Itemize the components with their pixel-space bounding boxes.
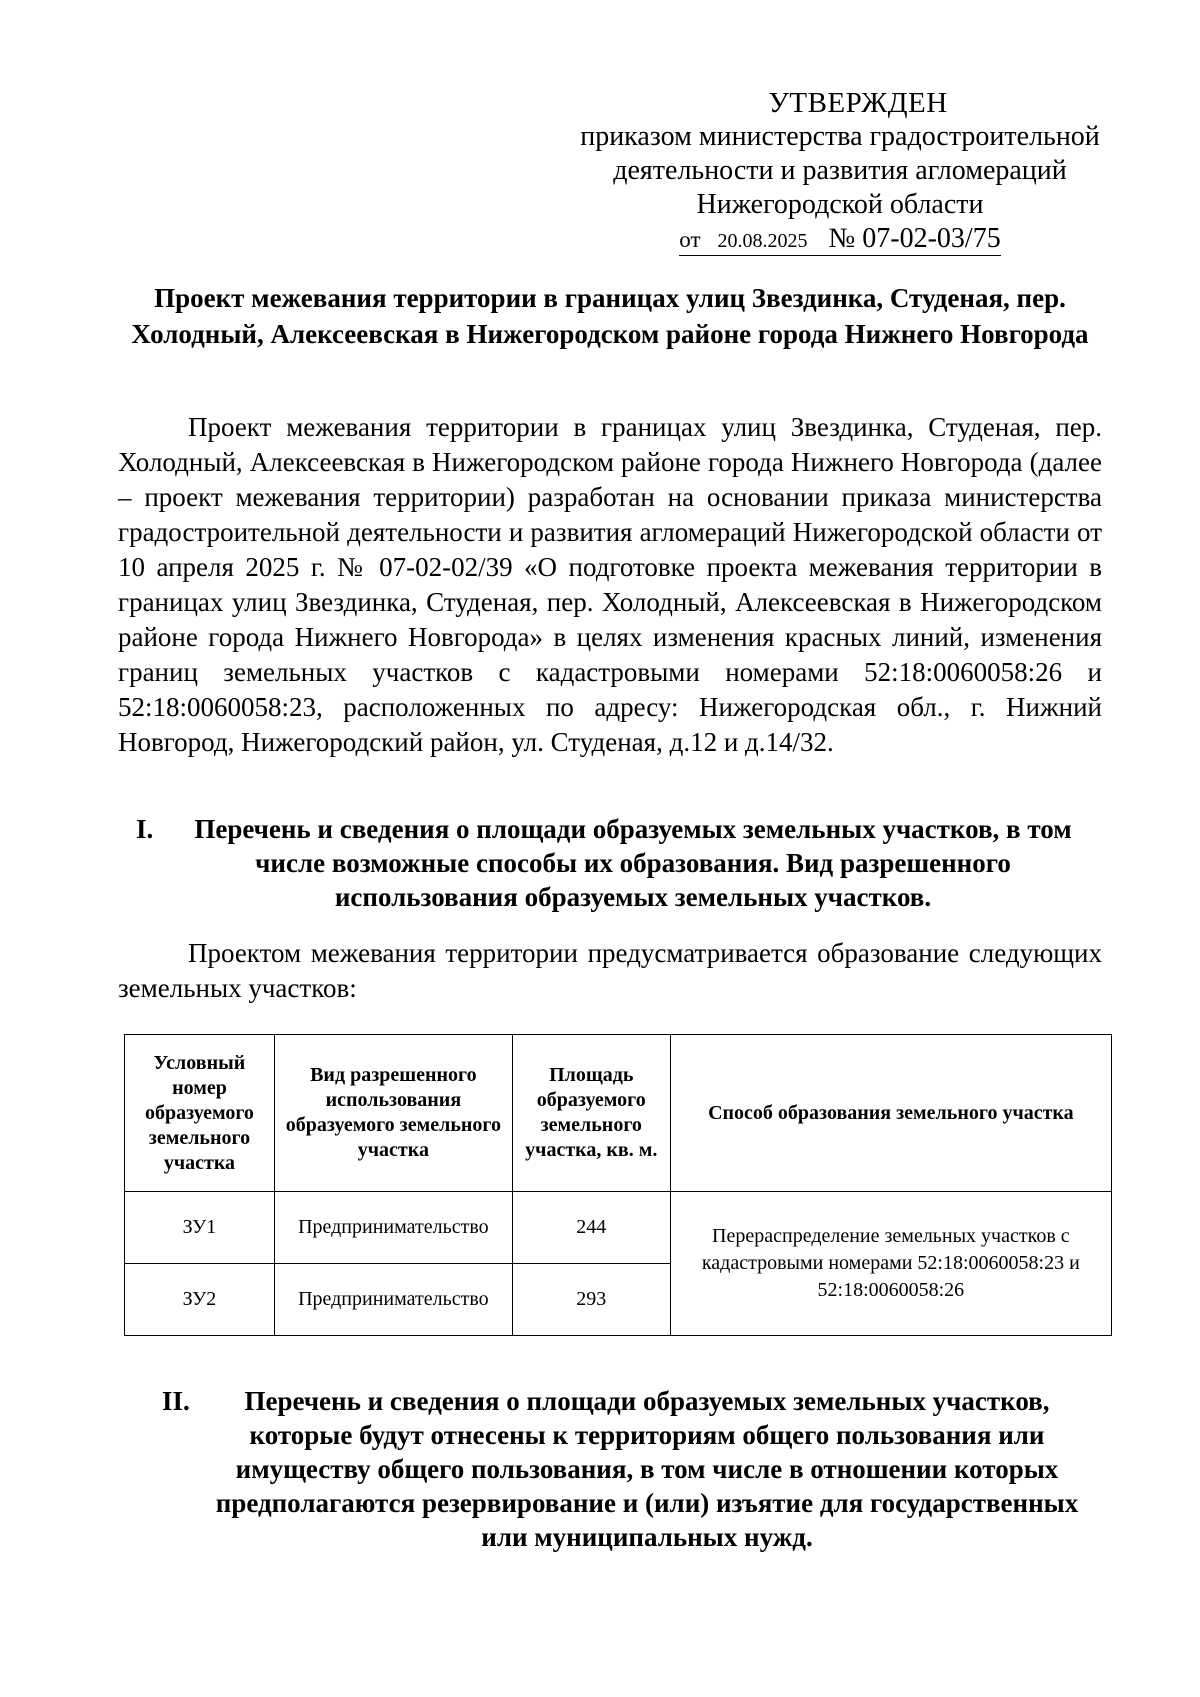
plot-id-cell: ЗУ2 xyxy=(125,1264,275,1336)
intro-paragraph: Проект межевания территории в границах улиц Звездинка, Студеная, пер. Холодный, Алексеевская в Нижегородском районе города Нижнего Новгорода (далее – проект межевания территории) разработан на основании приказа министерства градостроительной деятельности и развития агломераций Нижегородской области от 10 апреля 2025 г. № 07-02-02/39 «О подготовке проекта межевания территории в границах улиц Звездинка, Студеная, пер. Холодный, Алексеевская в Нижегородском районе города Нижнего Новгорода» в целях изменения красных линий, изменения границ земельных участков с кадастровыми номерами 52:18:0060058:26 и 52:18:0060058:23, расположенных по адресу: Нижегородская обл., г. Нижний Новгород, Нижегородский район, ул. Студеная, д.12 и д.14/32. xyxy=(118,412,1102,757)
section-1-number: I. xyxy=(136,814,154,844)
plot-area-cell: 244 xyxy=(512,1192,670,1264)
approval-block xyxy=(560,86,1120,256)
table-header-row xyxy=(125,1035,1112,1192)
formation-method-cell: Перераспределение земельных участков с кадастровыми номерами 52:18:0060058:23 и 52:18:0060058:26 xyxy=(670,1192,1111,1336)
plot-id-cell: ЗУ1 xyxy=(125,1192,275,1264)
section-1-paragraph: Проектом межевания территории предусматривается образование следующих земельных участков: xyxy=(118,938,1102,1003)
section-2-heading xyxy=(162,1384,1102,1554)
header-formation-method: Способ образования земельного участка xyxy=(670,1035,1111,1192)
section-2-number: II. xyxy=(162,1386,190,1416)
approval-number: № 07-02-03/75 xyxy=(828,223,1001,254)
header-area: Площадь образуемого земельного участка, кв. м. xyxy=(512,1035,670,1192)
table-row xyxy=(125,1192,1112,1264)
document-title: Проект межевания территории в границах улиц Звездинка, Студеная, пер. Холодный, Алексеевская в Нижегородском районе города Нижнего Новгорода xyxy=(131,283,1089,349)
land-plots-table xyxy=(124,1034,1112,1336)
approval-date: 20.08.2025 xyxy=(717,230,808,252)
plot-area-cell: 293 xyxy=(512,1264,670,1336)
date-prefix: от xyxy=(679,227,701,252)
approval-line-3: Нижегородской области xyxy=(696,189,984,220)
plot-use-cell: Предпринимательство xyxy=(274,1264,512,1336)
plot-use-cell: Предпринимательство xyxy=(274,1192,512,1264)
header-plot-number: Условный номер образуемого земельного участка xyxy=(125,1035,275,1192)
section-2-text: Перечень и сведения о площади образуемых земельных участков, которые будут отнесены к территориям общего пользования или имуществу общего пользования, в том числе в отношении которых предполагаются резервирование и (или) изъятие для государственных или муниципальных нужд. xyxy=(215,1386,1079,1552)
section-1-heading xyxy=(136,812,1100,914)
approval-line-1: приказом министерства градостроительной xyxy=(580,121,1100,152)
approval-date-line xyxy=(560,222,1120,256)
approval-stamp: УТВЕРЖДЕН xyxy=(768,87,948,119)
approval-line-2: деятельности и развития агломераций xyxy=(613,155,1067,186)
approval-date-underline xyxy=(679,225,1000,256)
section-1-text: Перечень и сведения о площади образуемых земельных участков, в том числе возможные способы их образования. Вид разрешенного использования образуемых земельных участков. xyxy=(194,814,1072,912)
header-permitted-use: Вид разрешенного использования образуемого земельного участка xyxy=(274,1035,512,1192)
